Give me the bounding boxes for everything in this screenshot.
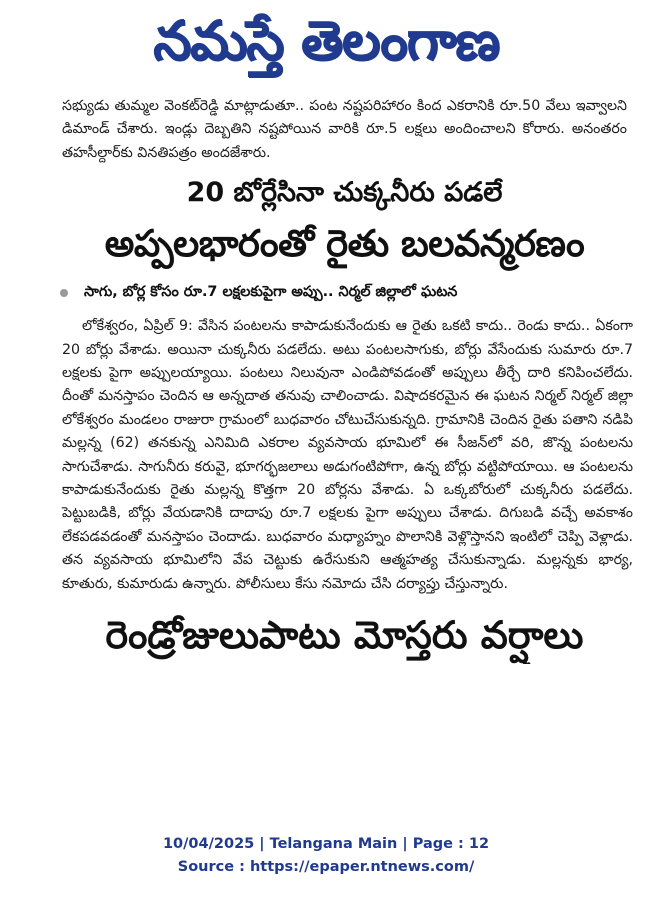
edition-info: 10/04/2025 | Telangana Main | Page : 12 [162, 836, 490, 852]
bullet-icon [60, 289, 68, 297]
article-body: లోకేశ్వరం, ఏప్రిల్ 9: వేసిన పంటలను కాపాడుకునేందుకు ఆ రైతు ఒకటి కాదు.. రెండు కాదు.. ఏకంగా 20 బోర్లు వేశాడు. అయినా చుక్కనీరు పడలేదు. అటు పంటలసాగుకు, బోర్లు వేసేందుకు సుమారు రూ.7 లక్షలకు పైగా అప్పులయ్యాయి. పంటలు నిలువునా ఎండిపోవడంతో అప్పులు తీర్చే దారి కనిపించలేదు. దీంతో మనస్తాపం చెందిన ఆ అన్నదాత తనువు చాలించాడు. విషాదకరమైన ఈ ఘటన నిర్మల్ నిర్మల్ జిల్లా లోకేశ్వరం మండలం రాజురా గ్రామంలో బుధవారం చోటుచేసుకున్నది. గ్రామానికి చెందిన రైతు పతాని నడిపి మల్లన్న (62) తనకున్న ఎనిమిది ఎకరాల వ్యవసాయ భూమిలో ఈ సీజన్‌లో వరి, జొన్న పంటలను సాగుచేశాడు. సాగునీరు కరువై, భూగర్భజలాలు అడుగంటిపోగా, ఉన్న బోర్లు వట్టిపోయాయి. ఆ పంటలను కాపాడుకునేందుకు రైతు మల్లన్న కొత్తగా 20 బోర్లను వేశాడు. ఏ ఒక్కబోరులో చుక్కనీరు పడలేదు. పెట్టుబడికి, బోర్లు వేయడానికి దాదాపు రూ.7 లక్షలకు పైగా అప్పులు చేశాడు. దిగుబడి వచ్చే అవకాశం లేకపడవడంతో మనస్తాపం చెందాడు. బుధవారం మధ్యాహ్నం పొలానికి వెళ్లొస్తానని ఇంటిలో చెప్పి వెళ్లాడు. తన వ్యవసాయ భూమిలోని వేప చెట్టుకు ఉరేసుకుని ఆత్మహత్య చేసుకున్నాడు. మల్లన్నకు భార్య, కూతురు, కుమారుడు ఉన్నారు. పోలీసులు కేసు నమోదు చేసి దర్యాప్తు చేస్తున్నారు. [62, 318, 633, 592]
deck-text: సాగు, బోర్ల కోసం రూ.7 లక్షలకుపైగా అప్పు.. నిర్మల్ జిల్లాలో ఘటన [84, 284, 458, 301]
article-clipping [52, 95, 637, 819]
next-article-headline: రెండ్రోజులుపాటు మోస్తరు వర్షాలు [105, 613, 584, 658]
article-deck [60, 283, 637, 303]
previous-article-tail: సభ్యుడు తుమ్మల వెంకట్‌రెడ్డి మాట్లాడుతూ.. పంట నష్టపరిహారం కింద ఎకరానికి రూ.50 వేలు ఇవ్వాలని డిమాండ్ చేశారు. ఇండ్లు దెబ్బతిని నష్టపోయిన వారికి రూ.5 లక్షలు అందించాలని కోరారు. అనంతరం తహసీల్దార్‌కు వినతిపత్రం అందజేశారు. [62, 98, 627, 161]
source-url: Source : https://epaper.ntnews.com/ [177, 859, 475, 875]
clipping-footer [0, 833, 652, 879]
article-sub-headline: 20 బోర్లేసినా చుక్కనీరు పడలే [186, 177, 503, 209]
newspaper-masthead: నమస్తే తెలంగాణ [153, 9, 499, 72]
article-headline: అప్పలభారంతో రైతు బలవన్మరణం [104, 222, 585, 266]
